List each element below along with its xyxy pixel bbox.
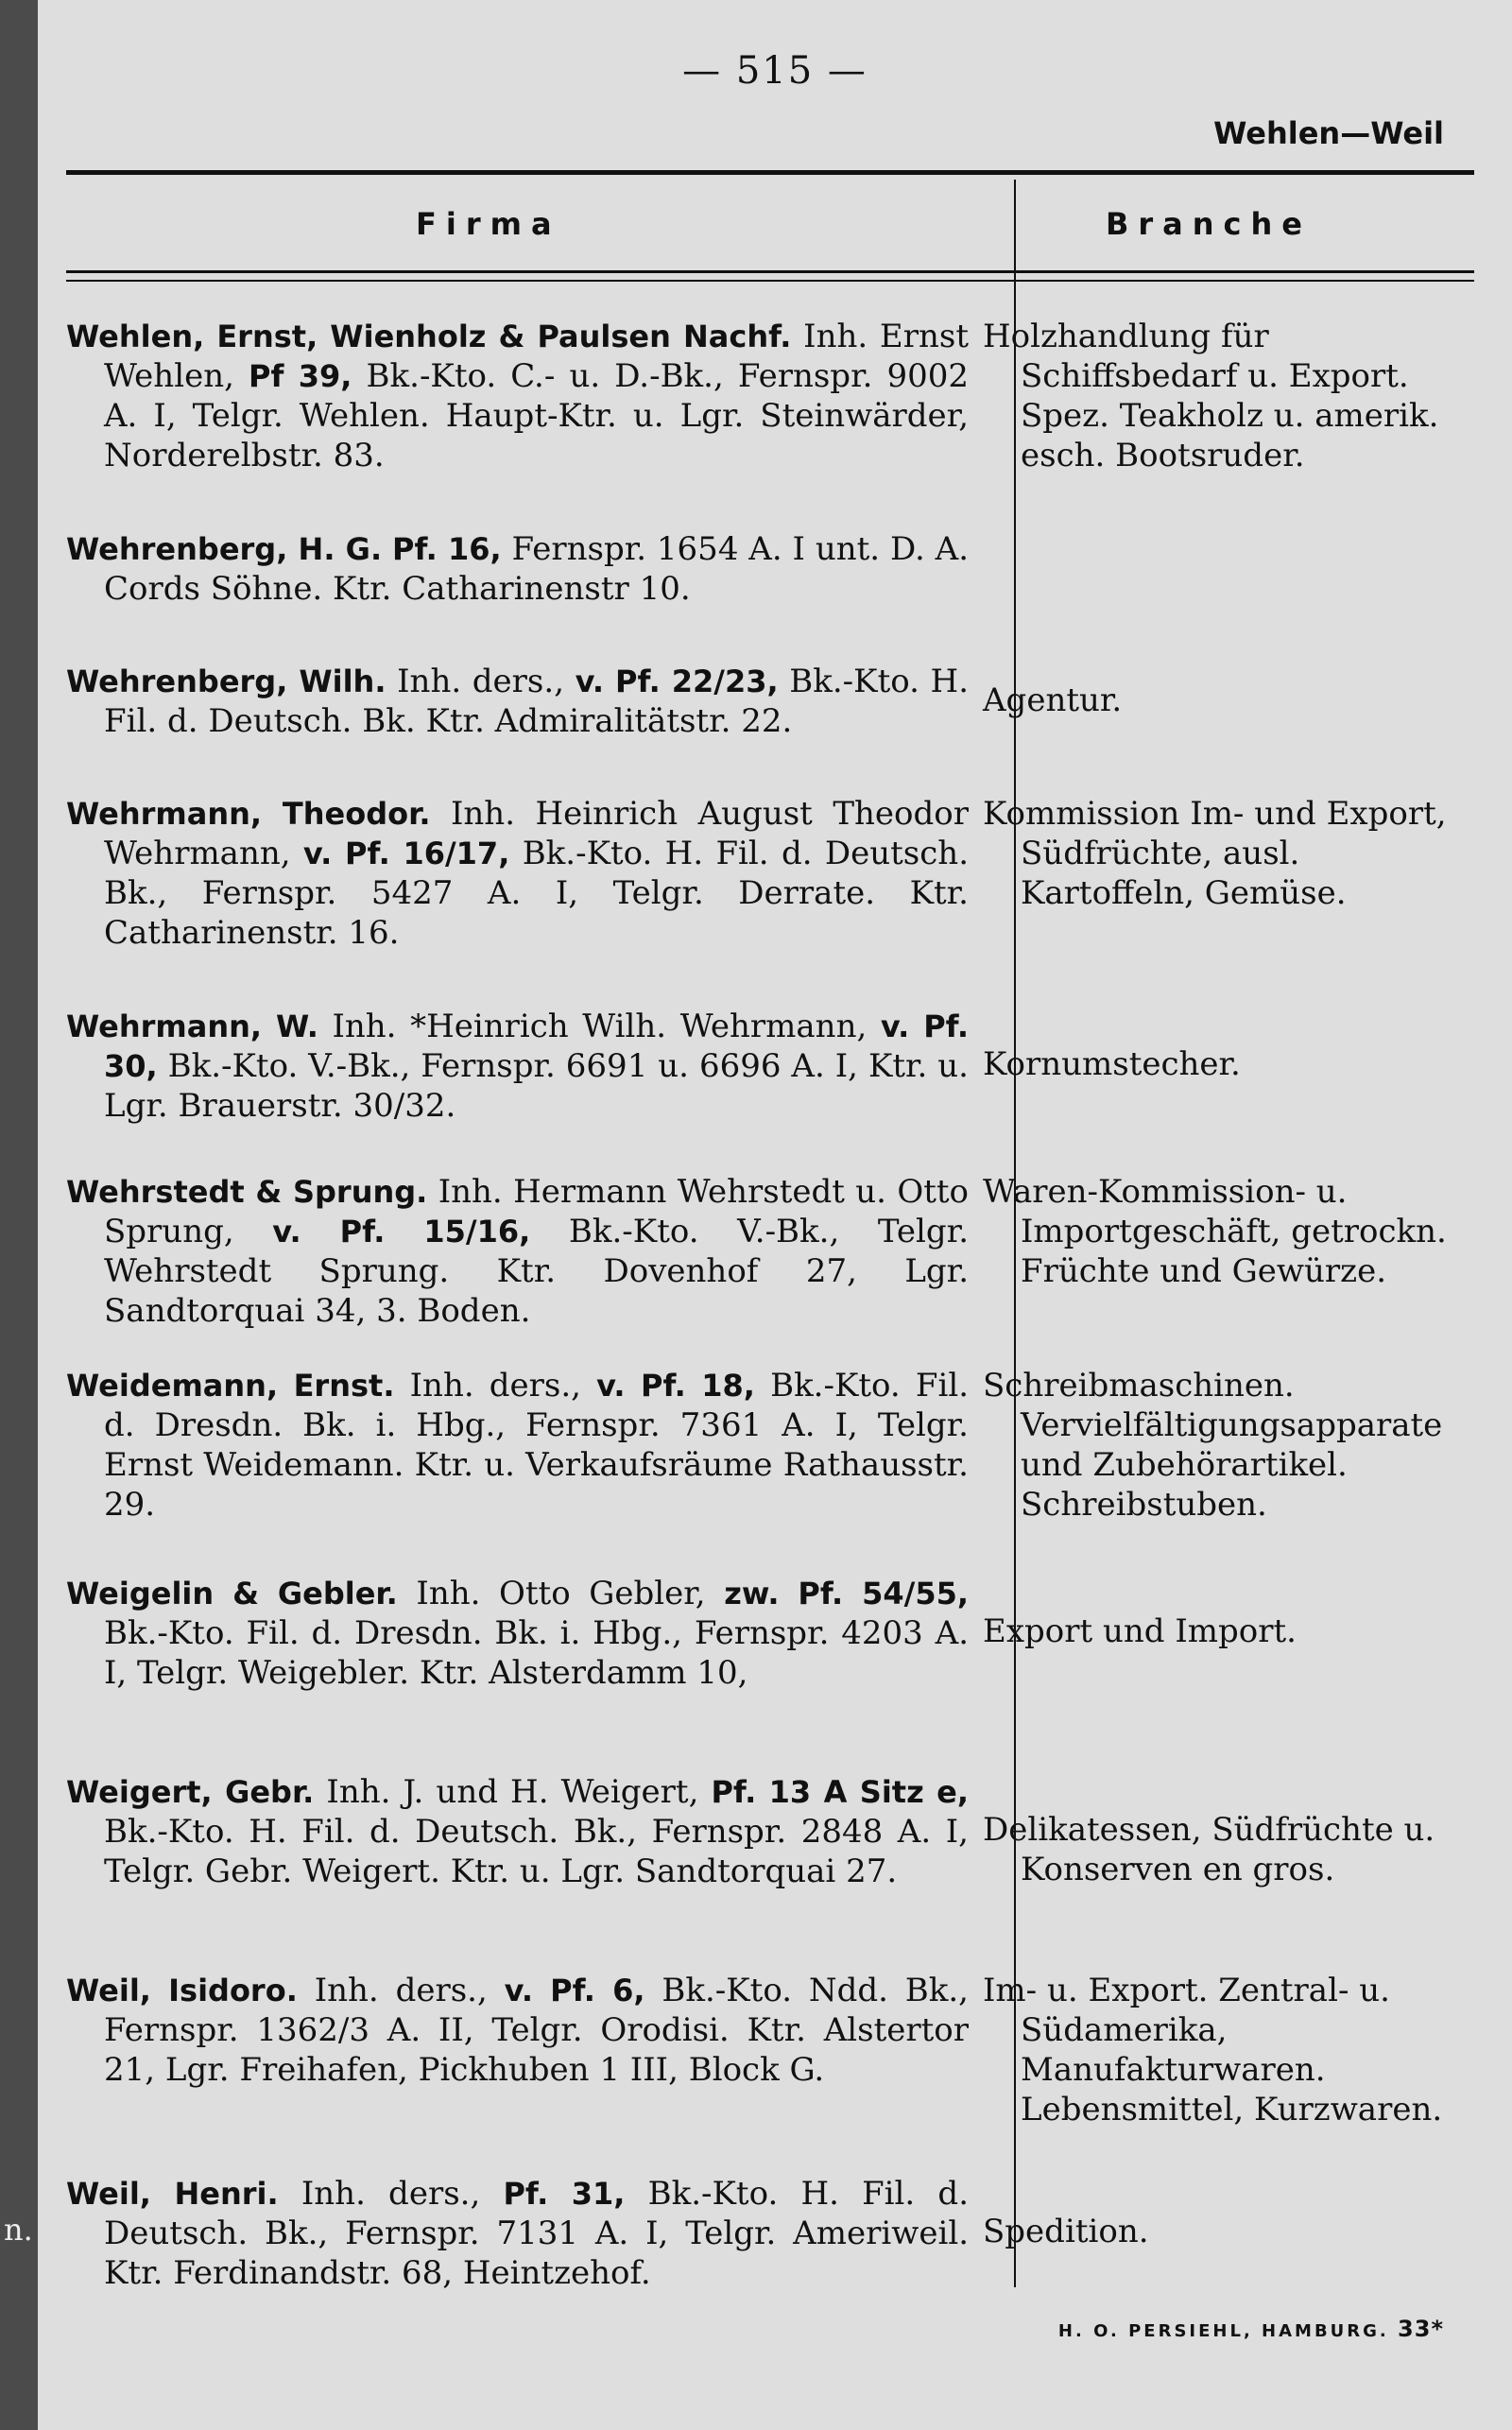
entry-firma bbox=[66, 794, 969, 953]
entry-branche: Im- u. Export. Zentral- u. Südamerika, Manufakturwaren. Lebensmittel, Kurzwaren. bbox=[983, 1972, 1443, 2128]
entry-firma bbox=[66, 1366, 969, 1525]
postbox-ref: v. Pf. 15/16, bbox=[272, 1214, 531, 1249]
entry-details: Bk.-Kto. H. Fil. d. Deutsch. Bk. Ktr. Admiralitätstr. 22. bbox=[104, 663, 970, 740]
entry-details: Inh. Otto Gebler, bbox=[397, 1575, 725, 1612]
entry-details: Bk.-Kto. V.-Bk., Fernspr. 6691 u. 6696 A. I, Ktr. u. Lgr. Brauerstr. 30/32. bbox=[104, 1047, 969, 1125]
entry-details: Bk.-Kto. Ndd. Bk., Fernspr. 1362/3 A. II, Telgr. Orodisi. Ktr. Alstertor 21, Lgr. Freihafen, Pickhuben 1 III, Block G. bbox=[104, 1972, 969, 2089]
entry-firma bbox=[66, 317, 969, 475]
entry-branche: Export und Import. bbox=[983, 1612, 1297, 1650]
entry-details: Inh. Ernst Wehlen, bbox=[104, 318, 969, 395]
firm-name: Wehrenberg, H. G. bbox=[66, 531, 383, 567]
postbox-ref: Pf 39, bbox=[248, 358, 352, 394]
margin-fragment: n. bbox=[4, 2212, 33, 2248]
entry-branche: Kornumstecher. bbox=[983, 1045, 1241, 1083]
entry-details: Bk.-Kto. Fil. d. Dresdn. Bk. i. Hbg., Fernspr. 4203 A. I, Telgr. Weigebler. Ktr. Alsterdamm 10, bbox=[104, 1614, 969, 1692]
entry-firma bbox=[66, 1971, 969, 2090]
entry-details: Inh. ders., bbox=[278, 2175, 504, 2213]
heading-rule-top bbox=[66, 270, 1474, 273]
entry-branche: Spedition. bbox=[983, 2213, 1149, 2250]
postbox-ref: v. Pf. 16/17, bbox=[302, 836, 510, 871]
column-heading-branche: Branche bbox=[1106, 206, 1312, 242]
firm-name: Weil, Isidoro. bbox=[66, 1973, 298, 2008]
entry-details: Bk.-Kto. H. Fil. d. Deutsch. Bk., Fernspr. 5427 A. I, Telgr. Derrate. Ktr. Catharinenstr. 16. bbox=[104, 835, 970, 952]
firm-name: Wehrmann, Theodor. bbox=[66, 796, 431, 832]
entry-details: Bk.-Kto. V.-Bk., Telgr. Wehrstedt Sprung. Ktr. Dovenhof 27, Lgr. Sandtorquai 34, 3. Boden. bbox=[104, 1213, 970, 1330]
entry-branche: Holzhandlung für Schiffsbedarf u. Export. Spez. Teakholz u. amerik. esch. Bootsruder. bbox=[983, 318, 1439, 474]
firm-name: Weil, Henri. bbox=[66, 2176, 279, 2212]
entry-branche: Waren-Kommission- u. Importgeschäft, getrockn. Früchte und Gewürze. bbox=[983, 1173, 1447, 1290]
entry-details: Bk.-Kto. C.- u. D.-Bk., Fernspr. 9002 A. I, Telgr. Wehlen. Haupt-Ktr. u. Lgr. Steinwärder, Norderelbstr. 83. bbox=[104, 357, 970, 474]
postbox-ref: Pf. 16, bbox=[391, 531, 502, 567]
directory-page bbox=[38, 0, 1512, 2430]
entry-firma bbox=[66, 1172, 969, 1331]
entry-details: Inh. ders., bbox=[386, 663, 576, 700]
firm-name: Weidemann, Ernst. bbox=[66, 1368, 395, 1404]
entry-details: Inh. J. und H. Weigert, bbox=[314, 1773, 712, 1811]
entry-firma bbox=[66, 662, 969, 741]
postbox-ref: v. Pf. 22/23, bbox=[575, 664, 779, 699]
entry-details: Bk.-Kto. Fil. d. Dresdn. Bk. i. Hbg., Fernspr. 7361 A. I, Telgr. Ernst Weidemann. Ktr. u. Verkaufsräume Rathausstr. 29. bbox=[104, 1367, 969, 1524]
postbox-ref: v. Pf. 18, bbox=[596, 1368, 755, 1404]
entry-details bbox=[382, 530, 392, 568]
entry-firma bbox=[66, 1772, 969, 1891]
entry-branche: Kommission Im- und Export, Südfrüchte, ausl. Kartoffeln, Gemüse. bbox=[983, 795, 1447, 912]
entry-firma bbox=[66, 1007, 969, 1126]
postbox-ref: Pf. 13 A Sitz e, bbox=[711, 1774, 970, 1810]
running-head: Wehlen—Weil bbox=[1213, 115, 1444, 151]
entry-details: Bk.-Kto. H. Fil. d. Deutsch. Bk., Fernspr. 7131 A. I, Telgr. Ameriweil. Ktr. Ferdinandstr. 68, Heintzehof. bbox=[104, 2175, 970, 2292]
heading-rule-bottom bbox=[66, 280, 1474, 282]
postbox-ref: zw. Pf. 54/55, bbox=[724, 1576, 970, 1611]
entry-details: Inh. Hermann Wehrstedt u. Otto Sprung, bbox=[104, 1173, 970, 1250]
entry-details: Inh. ders., bbox=[394, 1367, 597, 1405]
firm-name: Weigelin & Gebler. bbox=[66, 1576, 398, 1611]
entry-details: Inh. Heinrich August Theodor Wehrmann, bbox=[104, 795, 969, 872]
printer-name: H. O. PERSIEHL, HAMBURG. bbox=[1057, 2321, 1389, 2341]
entry-details: Inh. *Heinrich Wilh. Wehrmann, bbox=[318, 1008, 881, 1045]
firm-name: Weigert, Gebr. bbox=[66, 1774, 315, 1810]
entry-details: Bk.-Kto. H. Fil. d. Deutsch. Bk., Fernspr. 2848 A. I, Telgr. Gebr. Weigert. Ktr. u. Lgr. Sandtorquai 27. bbox=[104, 1813, 969, 1890]
entry-branche: Agentur. bbox=[983, 681, 1123, 719]
entry-branche: Delikatessen, Südfrüchte u. Konserven en gros. bbox=[983, 1811, 1435, 1888]
firm-name: Wehrstedt & Sprung. bbox=[66, 1174, 428, 1210]
printer-imprint bbox=[1058, 2316, 1444, 2342]
column-heading-firma: Firma bbox=[416, 206, 561, 242]
firm-name: Wehrmann, W. bbox=[66, 1008, 318, 1044]
entry-branche: Schreibmaschinen. Vervielfältigungsapparate und Zubehörartikel. Schreibstuben. bbox=[983, 1367, 1443, 1524]
entry-firma bbox=[66, 529, 969, 609]
entry-details: Inh. ders., bbox=[297, 1972, 505, 2009]
firm-name: Wehrenberg, Wilh. bbox=[66, 664, 387, 699]
postbox-ref: v. Pf. 6, bbox=[504, 1973, 645, 2008]
entry-details: Fernspr. 1654 A. I unt. D. A. Cords Söhne. Ktr. Catharinenstr 10. bbox=[104, 530, 970, 608]
page-number: — 515 — bbox=[682, 49, 868, 93]
entry-firma bbox=[66, 1574, 969, 1693]
header-rule bbox=[66, 170, 1474, 175]
entry-firma bbox=[66, 2174, 969, 2293]
postbox-ref: v. Pf. 30, bbox=[104, 1008, 969, 1084]
signature-mark: 33* bbox=[1398, 2316, 1444, 2342]
postbox-ref: Pf. 31, bbox=[503, 2176, 626, 2212]
firm-name: Wehlen, Ernst, Wienholz & Paulsen Nachf. bbox=[66, 319, 792, 354]
